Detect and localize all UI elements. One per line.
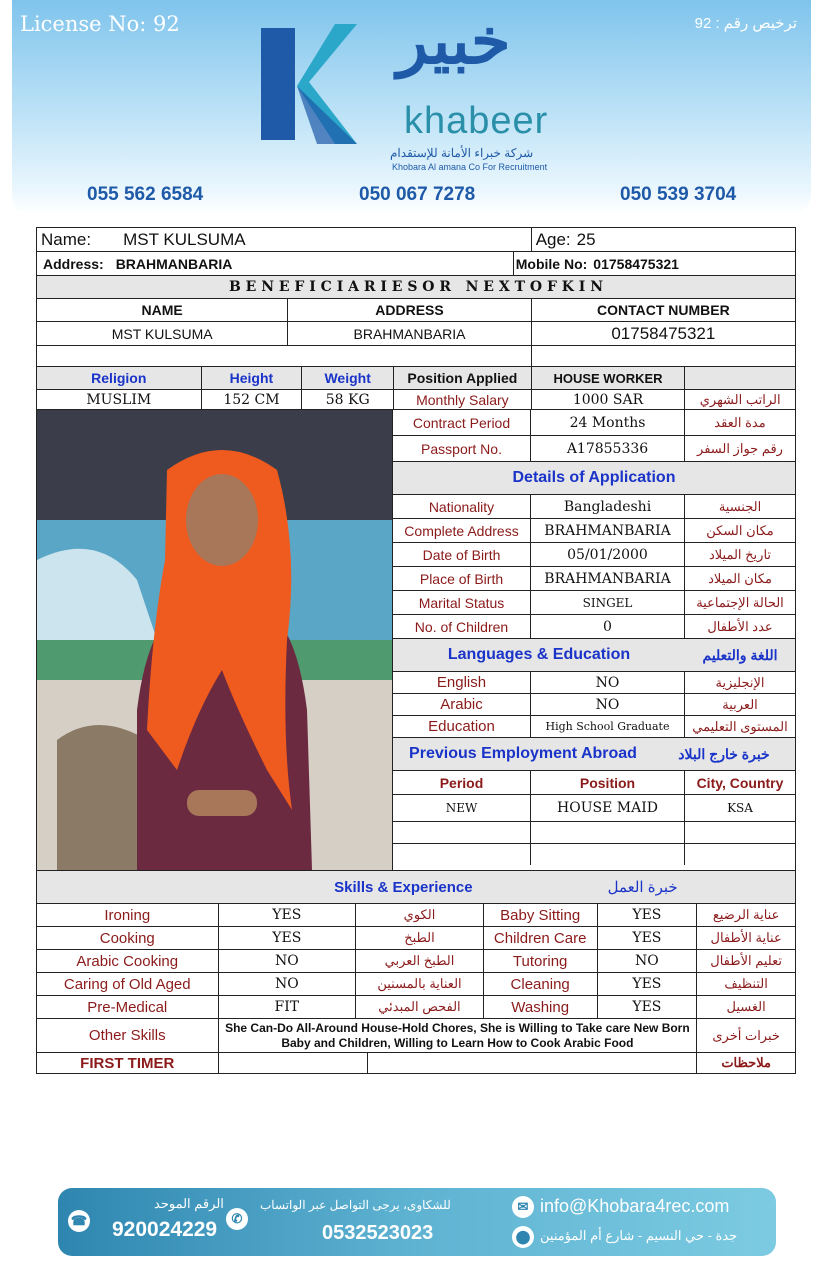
- phone-number-3: 050 539 3704: [620, 184, 737, 205]
- weight-header: Weight: [302, 367, 394, 389]
- passport-row: [393, 436, 795, 462]
- skill-cleaning-label-ar: التنظيف: [724, 976, 768, 991]
- education-label-ar: المستوى التعليمي: [692, 718, 788, 734]
- marital-label: Marital Status: [393, 591, 531, 614]
- arabic-label-ar: العربية: [722, 696, 758, 712]
- skill-tutoring-label: Tutoring: [484, 950, 598, 972]
- position-label: Position Applied: [394, 367, 532, 389]
- candidate-address: BRAHMANBARIA: [115, 255, 233, 272]
- skill-row: [37, 950, 795, 973]
- license-number-en: License No: 92: [20, 12, 180, 36]
- kin-value-row: [37, 322, 795, 346]
- kin-empty-row: [37, 346, 795, 367]
- kin-contact: 01758475321: [611, 323, 716, 343]
- city-country-header: City, Country: [696, 774, 784, 791]
- employment-row: [393, 795, 795, 822]
- basic-value-row: [37, 390, 795, 410]
- position-value: HOUSE WORKER: [532, 367, 686, 389]
- name-label: Name:: [41, 229, 92, 249]
- employment-header-row: [393, 771, 795, 795]
- skill-oldage-label: Caring of Old Aged: [37, 973, 219, 995]
- details-title: Details of Application: [512, 469, 676, 486]
- nationality-value: Bangladeshi: [531, 495, 685, 518]
- detail-row: [393, 543, 795, 567]
- period-header: Period: [393, 771, 531, 794]
- unified-number[interactable]: 920024229: [112, 1218, 218, 1241]
- name-cell: [37, 228, 532, 251]
- other-skills-label: Other Skills: [37, 1019, 219, 1052]
- detail-row: [393, 615, 795, 639]
- languages-title-row: [393, 639, 795, 672]
- employment-location: KSA: [727, 801, 753, 815]
- passport-label-ar: رقم جواز السفر: [697, 440, 783, 456]
- contact-footer: [58, 1188, 776, 1256]
- detail-row: [393, 519, 795, 543]
- address-cell: [37, 252, 514, 275]
- empty-cell: [685, 367, 795, 389]
- skill-childcare-label: Children Care: [484, 927, 598, 949]
- skill-tutoring-label-ar: تعليم الأطفال: [710, 953, 782, 968]
- photo-section: [37, 410, 795, 871]
- skill-childcare-value: YES: [598, 927, 698, 949]
- employment-title-row: [393, 738, 795, 771]
- skills-title-row: [37, 871, 795, 904]
- office-address: جدة - حي النسيم - شارع أم المؤمنين: [540, 1228, 738, 1243]
- skills-title-ar: خبرة العمل: [607, 879, 678, 896]
- arabic-label: Arabic: [393, 694, 531, 715]
- candidate-mobile: 01758475321: [593, 255, 679, 272]
- whatsapp-icon: ✆: [226, 1208, 248, 1230]
- skill-babysitting-label-ar: عناية الرضيع: [712, 907, 780, 922]
- empty-cell: [37, 346, 532, 366]
- skill-cooking-value: YES: [219, 927, 357, 949]
- skill-row: [37, 904, 795, 927]
- skill-babysitting-label: Baby Sitting: [484, 904, 598, 926]
- nationality-label-ar: الجنسية: [718, 498, 762, 514]
- dob-label: Date of Birth: [393, 543, 531, 566]
- skill-cooking-label: Cooking: [37, 927, 219, 949]
- phone-icon: ☎: [68, 1210, 90, 1232]
- marital-label-ar: الحالة الإجتماعية: [696, 594, 784, 610]
- english-label-ar: الإنجليزية: [715, 674, 765, 690]
- detail-row: [393, 591, 795, 615]
- email-address[interactable]: info@Khobara4rec.com: [540, 1196, 730, 1216]
- salary-label: Monthly Salary: [394, 390, 532, 409]
- skill-row: [37, 927, 795, 950]
- employment-title: Previous Employment Abroad: [409, 745, 637, 762]
- other-skills-row: [37, 1019, 795, 1053]
- kin-header-row: [37, 299, 795, 322]
- contract-value: 24 Months: [531, 410, 685, 435]
- letterhead: [12, 0, 811, 214]
- languages-title: Languages & Education: [447, 646, 631, 663]
- candidate-name: MST KULSUMA: [123, 229, 246, 249]
- empty-cell: [393, 844, 531, 865]
- language-row: [393, 716, 795, 738]
- skill-ironing-label: Ironing: [37, 904, 219, 926]
- remarks-label-ar: ملاحظات: [721, 1055, 771, 1070]
- salary-label-ar: الراتب الشهري: [699, 391, 781, 407]
- skill-tutoring-value: NO: [598, 950, 698, 972]
- nationality-label: Nationality: [393, 495, 531, 518]
- education-value: High School Graduate: [531, 716, 685, 737]
- weight-value: 58 KG: [302, 390, 394, 409]
- license-number-ar: ترخيص رقم : 92: [694, 15, 797, 32]
- contract-row: [393, 410, 795, 436]
- empty-cell: [219, 1053, 369, 1073]
- detail-row: [393, 567, 795, 591]
- skill-oldage-label-ar: العناية بالمسنين: [356, 973, 484, 995]
- remarks-row: [37, 1053, 795, 1073]
- complete-address-label-ar: مكان السكن: [706, 522, 774, 538]
- language-row: [393, 694, 795, 716]
- skill-childcare-label-ar: عناية الأطفال: [710, 930, 782, 945]
- birthplace-label-ar: مكان الميلاد: [708, 570, 772, 586]
- skill-premedical-value: FIT: [219, 996, 357, 1018]
- religion-value: MUSLIM: [37, 390, 202, 409]
- candidate-portrait-image: [37, 410, 393, 870]
- complete-address-value: BRAHMANBARIA: [531, 519, 685, 542]
- kin-header-contact: CONTACT NUMBER: [596, 302, 730, 318]
- dob-value: 05/01/2000: [531, 543, 685, 566]
- other-skills-label-ar: خبرات أخرى: [712, 1027, 780, 1043]
- kin-title-row: [37, 276, 795, 299]
- remark-first-timer: FIRST TIMER: [37, 1053, 219, 1073]
- passport-value: A17855336: [531, 436, 685, 461]
- details-title-row: [393, 462, 795, 495]
- skill-ironing-label-ar: الكوي: [356, 904, 484, 926]
- candidate-age: 25: [576, 229, 596, 249]
- phone-number-1: 055 562 6584: [87, 184, 204, 205]
- passport-label: Passport No.: [393, 436, 531, 461]
- basic-header-row: [37, 367, 795, 390]
- logo-text-ar: خبير: [397, 5, 511, 77]
- english-value: NO: [531, 672, 685, 693]
- languages-title-ar: اللغة والتعليم: [702, 646, 778, 663]
- skill-premedical-label: Pre-Medical: [37, 996, 219, 1018]
- skill-cleaning-label: Cleaning: [484, 973, 598, 995]
- empty-cell: [685, 822, 795, 843]
- application-form: [36, 227, 796, 1074]
- arabic-value: NO: [531, 694, 685, 715]
- religion-header: Religion: [37, 367, 202, 389]
- mobile-cell: [514, 252, 795, 275]
- logo-text-en: khabeer: [404, 100, 549, 142]
- skill-washing-label-ar: الغسيل: [726, 999, 766, 1014]
- skill-washing-label: Washing: [484, 996, 598, 1018]
- children-value: 0: [531, 615, 685, 638]
- skills-title: Skills & Experience: [334, 878, 473, 896]
- address-label: Address:: [43, 255, 104, 272]
- employment-title-ar: خبرة خارج البلاد: [678, 745, 770, 762]
- kin-address: BRAHMANBARIA: [288, 322, 531, 345]
- employment-position: HOUSE MAID: [531, 795, 685, 821]
- position-header: Position: [531, 771, 685, 794]
- candidate-photo: [37, 410, 393, 870]
- address-row: [37, 252, 795, 276]
- employment-period: NEW: [393, 795, 531, 821]
- empty-cell: [531, 844, 685, 865]
- skill-cleaning-value: YES: [598, 973, 698, 995]
- employment-row: [393, 822, 795, 844]
- unified-number-label: الرقم الموحد: [154, 1196, 224, 1211]
- kin-title: B E N E F I C I A R I E S O R N E X T O F K I N: [228, 279, 604, 295]
- skill-oldage-value: NO: [219, 973, 357, 995]
- khabeer-logo-icon: [257, 20, 367, 150]
- skill-premedical-label-ar: الفحص المبدئي: [356, 996, 484, 1018]
- complete-address-label: Complete Address: [393, 519, 531, 542]
- application-details: [393, 410, 795, 870]
- skill-arabic-cooking-label: Arabic Cooking: [37, 950, 219, 972]
- height-value: 152 CM: [202, 390, 303, 409]
- children-label-ar: عدد الأطفال: [707, 618, 773, 634]
- other-skills-value: She Can-Do All-Around House-Hold Chores, She is Willing to Take care New Born Baby and Children, Willing to Learn How to Cook Arabic Food: [219, 1019, 698, 1052]
- complaints-label: للشكاوى، يرجى التواصل عبر الواتساب: [260, 1198, 451, 1212]
- phone-number-2: 050 067 7278: [359, 184, 476, 205]
- contract-label-ar: مدة العقد: [714, 414, 766, 430]
- skill-cooking-label-ar: الطبخ: [356, 927, 484, 949]
- height-header: Height: [202, 367, 303, 389]
- empty-cell: [393, 822, 531, 843]
- empty-cell: [532, 346, 795, 366]
- skill-row: [37, 973, 795, 996]
- children-label: No. of Children: [393, 615, 531, 638]
- dob-label-ar: تاريخ الميلاد: [708, 546, 772, 562]
- birthplace-label: Place of Birth: [393, 567, 531, 590]
- skill-washing-value: YES: [598, 996, 698, 1018]
- employment-row: [393, 844, 795, 865]
- email-icon: ✉: [512, 1196, 534, 1218]
- name-row: [37, 228, 795, 252]
- kin-header-address: ADDRESS: [288, 299, 531, 321]
- skill-babysitting-value: YES: [598, 904, 698, 926]
- birthplace-value: BRAHMANBARIA: [531, 567, 685, 590]
- skill-ironing-value: YES: [219, 904, 357, 926]
- age-cell: [532, 228, 795, 251]
- kin-name: MST KULSUMA: [37, 322, 288, 345]
- language-row: [393, 672, 795, 694]
- age-label: Age:: [535, 229, 571, 249]
- kin-header-name: NAME: [37, 299, 288, 321]
- empty-cell: [531, 822, 685, 843]
- skill-arabic-cooking-label-ar: الطبخ العربي: [356, 950, 484, 972]
- empty-cell: [685, 844, 795, 865]
- mobile-label: Mobile No:: [515, 255, 588, 272]
- whatsapp-number[interactable]: 0532523023: [322, 1222, 434, 1244]
- empty-cell: [368, 1053, 697, 1073]
- skill-arabic-cooking-value: NO: [219, 950, 357, 972]
- company-name-en: Khobara Al amana Co For Recruitment: [392, 162, 548, 172]
- contract-label: Contract Period: [393, 410, 531, 435]
- skill-row: [37, 996, 795, 1019]
- salary-value: 1000 SAR: [532, 390, 686, 409]
- company-name-ar: شركة خبراء الأمانة للإستقدام: [390, 146, 534, 160]
- marital-value: SINGEL: [531, 591, 685, 614]
- english-label: English: [393, 672, 531, 693]
- location-pin-icon: ⬤: [512, 1226, 534, 1248]
- detail-row: [393, 495, 795, 519]
- education-label: Education: [393, 716, 531, 737]
